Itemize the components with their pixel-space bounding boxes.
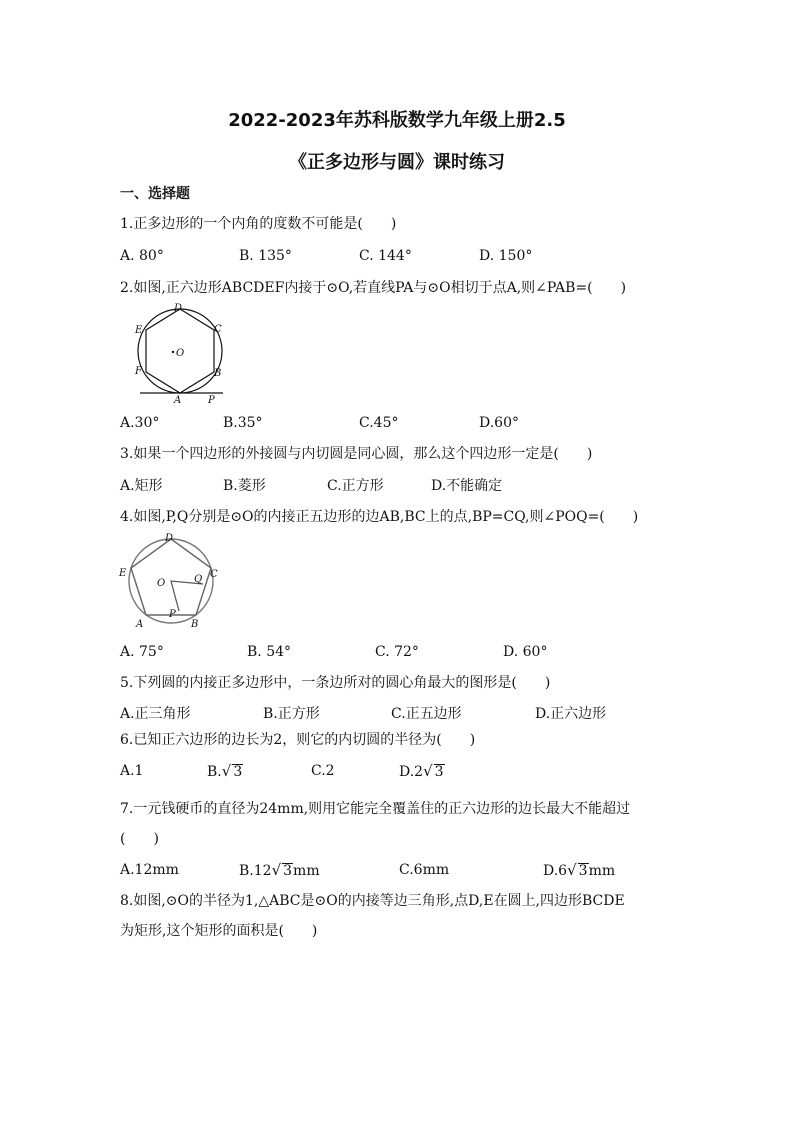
q2-label-E: E — [135, 325, 143, 336]
q6-option-d-radicand: 3 — [434, 764, 444, 780]
q1-option-d: D. 150° — [479, 248, 533, 264]
q6-option-a: A.1 — [120, 763, 144, 779]
q5-option-a: A.正三角形 — [120, 706, 191, 722]
q2-label-F: F — [135, 366, 142, 377]
q5-stem: 5.下列圆的内接正多边形中，一条边所对的圆心角最大的图形是( ) — [120, 675, 551, 691]
q2-label-D: D — [174, 303, 183, 314]
q6-option-d — [399, 762, 445, 781]
q7-option-d-prefix: D.6 — [543, 863, 568, 879]
q4-label-A: A — [136, 619, 144, 630]
q7-option-d-radicand: 3 — [578, 863, 588, 879]
q7-option-a: A.12mm — [120, 862, 179, 878]
q1-option-c: C. 144° — [359, 248, 412, 264]
q7-stem-line1: 7.一元钱硬币的直径为24mm,则用它能完全覆盖住的正六边形的边长最大不能超过 — [120, 801, 631, 817]
q6-option-b-prefix: B. — [207, 764, 222, 780]
q3-option-c: C.正方形 — [327, 478, 384, 494]
q4-label-P: P — [169, 609, 176, 620]
q2-label-C: C — [214, 324, 222, 335]
q2-label-P: P — [208, 395, 215, 405]
q4-option-d: D. 60° — [503, 644, 548, 660]
q7-option-b-radicand: 3 — [283, 863, 293, 879]
section-heading: 一、选择题 — [120, 186, 190, 202]
q6-stem: 6.已知正六边形的边长为2，则它的内切圆的半径为( ) — [120, 732, 476, 748]
q5-option-c: C.正五边形 — [391, 706, 462, 722]
q4-label-B: B — [191, 619, 199, 630]
q7-option-d — [543, 861, 615, 880]
q1-option-a: A. 80° — [120, 248, 164, 264]
sqrt-sign-icon: √ — [567, 861, 577, 879]
q6-option-b-radicand: 3 — [233, 764, 243, 780]
q7-option-b-unit: mm — [293, 863, 320, 879]
q2-option-a: A.30° — [120, 415, 160, 431]
q8-stem-line2: 为矩形,这个矩形的面积是( ) — [120, 923, 318, 939]
sqrt-sign-icon: √ — [423, 762, 433, 780]
q6-option-c: C.2 — [311, 763, 335, 779]
doc-title-line1: 2022-2023年苏科版数学九年级上册2.5 — [228, 110, 566, 131]
q4-label-Q: Q — [194, 574, 203, 585]
q7-stem-line2: ( ) — [120, 831, 159, 847]
q4-option-b: B. 54° — [247, 644, 292, 660]
q3-stem: 3.如果一个四边形的外接圆与内切圆是同心圆，那么这个四边形一定是( ) — [120, 446, 593, 462]
q2-option-c: C.45° — [359, 415, 399, 431]
q3-option-b: B.菱形 — [223, 478, 266, 494]
q1-option-b: B. 135° — [239, 248, 292, 264]
q6-option-b — [207, 762, 243, 781]
q4-label-O: O — [157, 578, 166, 589]
q4-label-D: D — [165, 533, 174, 544]
q3-option-a: A.矩形 — [120, 478, 163, 494]
q4-stem: 4.如图,P,Q分别是⊙O的内接正五边形的边AB,BC上的点,BP=CQ,则∠POQ=( ) — [120, 509, 639, 525]
doc-title-line2: 《正多边形与圆》课时练习 — [289, 152, 505, 173]
q7-option-d-unit: mm — [588, 863, 616, 879]
q4-pentagon-figure — [115, 531, 225, 633]
q2-stem: 2.如图,正六边形ABCDEF内接于⊙O,若直线PA与⊙O相切于点A,则∠PAB=( ) — [120, 280, 627, 296]
q2-option-d: D.60° — [479, 415, 519, 431]
q4-option-a: A. 75° — [120, 644, 164, 660]
q4-option-c: C. 72° — [375, 644, 419, 660]
q5-option-d: D.正六边形 — [535, 706, 607, 722]
q2-label-B: B — [214, 368, 222, 379]
q3-option-d: D.不能确定 — [431, 478, 503, 494]
q1-stem: 1.正多边形的一个内角的度数不可能是( ) — [120, 216, 397, 232]
q2-option-b: B.35° — [223, 415, 263, 431]
q7-option-c: C.6mm — [399, 862, 450, 878]
q7-option-b — [239, 861, 320, 880]
q2-label-A: A — [174, 395, 182, 405]
q8-stem-line1: 8.如图,⊙O的半径为1,△ABC是⊙O的内接等边三角形,点D,E在圆上,四边形BCDE — [120, 893, 625, 909]
q2-label-O: O — [176, 348, 185, 359]
sqrt-sign-icon: √ — [221, 762, 232, 780]
q7-option-b-prefix: B.12 — [239, 863, 272, 879]
q2-hexagon-figure — [128, 300, 228, 405]
q4-label-E: E — [119, 568, 127, 579]
q5-option-b: B.正方形 — [263, 706, 320, 722]
sqrt-sign-icon: √ — [271, 861, 282, 879]
q6-option-d-prefix: D.2 — [399, 764, 424, 780]
q4-label-C: C — [210, 569, 218, 580]
